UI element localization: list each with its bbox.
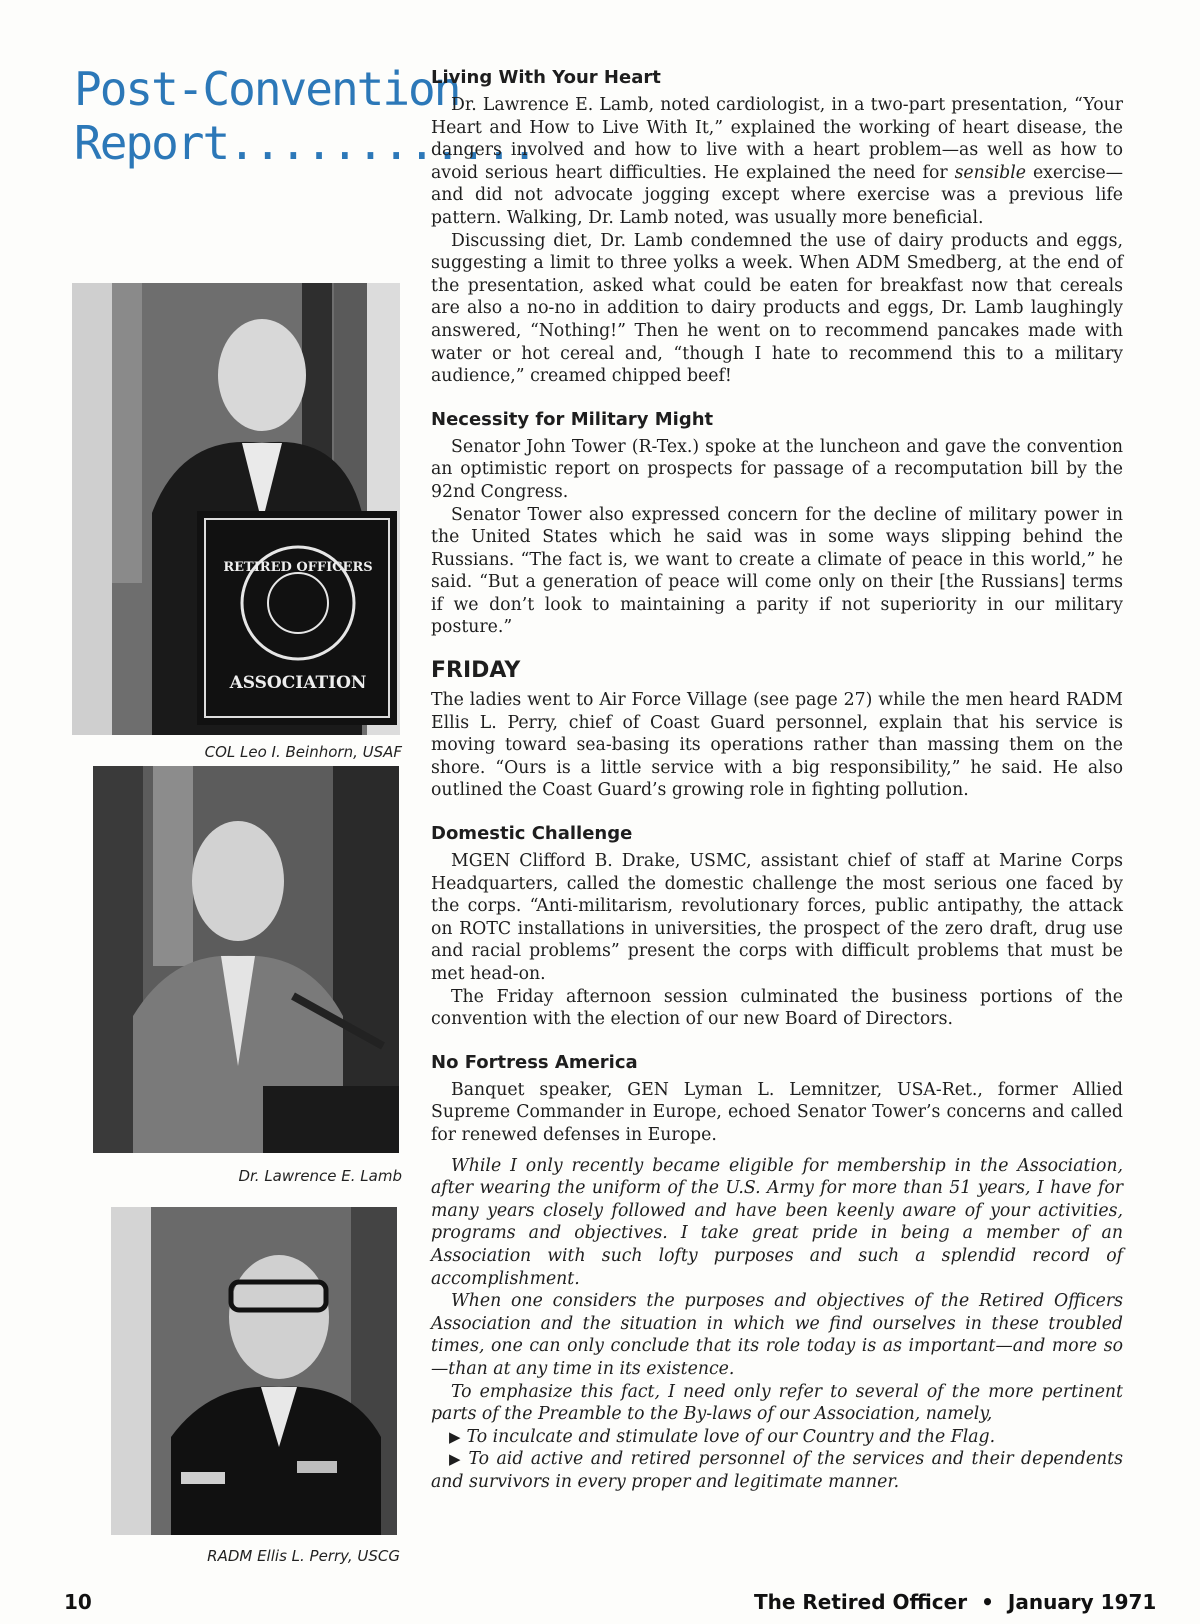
- quote-paragraph-2: When one considers the purposes and objectives of the Retired Officers Association and the situation in which we find ourselves in these troubled times, one can only conclude that its role today is as important—and more so—than at any time in its existence.: [431, 1291, 1123, 1379]
- heart-paragraph-2: Discussing diet, Dr. Lamb condemned the use of dairy products and eggs, suggesting a limit to three yolks a week. When ADM Smedberg, at the end of the presentation, asked what could be eaten for breakfast now that cereals are also a no-no in addition to dairy products and eggs, Dr. Lamb laughingly answered, “Nothing!” Then he went on to recommend pancakes made with water or hot cereal and, “though I hate to recommend this to a military audience,” creamed chipped beef!: [431, 230, 1123, 387]
- domestic-paragraph-1: MGEN Clifford B. Drake, USMC, assistant chief of staff at Marine Corps Headquarters, called the domestic challenge the most serious one faced by the corps. “Anti-militarism, revolutionary forces, public antipathy, the attack on ROTC installations in universities, the prospect of the zero draft, drug use and racial problems” present the corps with difficult problems that must be met head-on.: [431, 851, 1123, 984]
- footer-publication: [754, 1590, 1156, 1614]
- photo-beinhorn: [72, 283, 400, 735]
- heart-paragraph-1: Dr. Lawrence E. Lamb, noted cardiologist, in a two-part presentation, “Your Heart and How to Live With It,” explained the working of heart disease, the dangers involved and how to live with a heart problem—as well as how to avoid serious heart difficulties. He explained the need for sensible exercise—and did not advocate jogging except where exercise was a previous life pattern. Walking, Dr. Lamb noted, was usually more beneficial.: [431, 95, 1123, 228]
- section-friday: [431, 657, 1123, 802]
- issue-date: January 1971: [1007, 1590, 1157, 1614]
- heading-friday: FRIDAY: [431, 658, 521, 684]
- heading-no-fortress-america: No Fortress America: [431, 1051, 638, 1073]
- page-title: [74, 62, 537, 170]
- caption-lamb: Dr. Lawrence E. Lamb: [238, 1167, 402, 1185]
- heading-domestic-challenge: Domestic Challenge: [431, 823, 633, 845]
- page-title-line-1: Post-Convention: [74, 62, 460, 116]
- caption-beinhorn: COL Leo I. Beinhorn, USAF: [204, 743, 402, 761]
- section-heart: [431, 66, 1123, 388]
- quote-paragraph-3: To emphasize this fact, I need only refer to several of the more pertinent parts of the Preamble to the By-laws of our Association, namely,: [431, 1381, 1123, 1425]
- quote-paragraph-1: While I only recently became eligible for membership in the Association, after wearing the uniform of the U.S. Army for more than 51 years, I have for many years closely followed and have been keenly aware of your activities, programs and objectives. I take great pride in being a member of an Association with such lofty purposes and such a splendid record of accomplishment.: [431, 1155, 1123, 1289]
- triangle-bullet-icon: ▶: [449, 1450, 463, 1469]
- quote-bullet-1: ▶ To inculcate and stimulate love of our Country and the Flag.: [449, 1426, 996, 1447]
- quote-bullet-2: ▶ To aid active and retired personnel of the services and their dependents and survivors in every proper and legitimate manner.: [431, 1449, 1123, 1492]
- heading-living-with-your-heart: Living With Your Heart: [431, 67, 661, 88]
- podium-association-text: ASSOCIATION: [229, 673, 367, 693]
- heading-necessity-for-military-might: Necessity for Military Might: [431, 408, 714, 430]
- section-might: [431, 408, 1123, 639]
- friday-paragraph-1: The ladies went to Air Force Village (see page 27) while the men heard RADM Ellis L. Perry, chief of Coast Guard personnel, explain that his service is moving toward sea-basing its operations rather than massing them on the shore. “Ours is a little service with a big responsibility,” he said. He also outlined the Coast Guard’s growing role in fighting pollution.: [431, 690, 1123, 801]
- page-number: 10: [64, 1590, 92, 1614]
- triangle-bullet-icon: ▶: [449, 1427, 461, 1446]
- photo-beinhorn-image: [72, 283, 400, 735]
- photo-perry-image: [111, 1207, 397, 1535]
- fortress-paragraph-1: Banquet speaker, GEN Lyman L. Lemnitzer, USA-Ret., former Allied Supreme Commander in Europe, echoed Senator Tower’s concerns and called for renewed defenses in Europe.: [431, 1079, 1123, 1145]
- podium-emblem-text: RETIRED OFFICERS: [223, 560, 373, 575]
- lemnitzer-quote: [431, 1155, 1123, 1494]
- article-column: [431, 66, 1123, 1493]
- page-title-line-2: Report............: [74, 116, 537, 170]
- domestic-paragraph-2: The Friday afternoon session culminated the business portions of the convention with the election of our new Board of Directors.: [431, 986, 1123, 1030]
- might-paragraph-1: Senator John Tower (R-Tex.) spoke at the luncheon and gave the convention an optimistic report on prospects for passage of a recomputation bill by the 92nd Congress.: [431, 436, 1123, 502]
- footer-separator: •: [981, 1590, 994, 1614]
- photo-lamb-image: [93, 766, 399, 1153]
- section-domestic: [431, 822, 1123, 1031]
- publication-name: The Retired Officer: [754, 1590, 968, 1614]
- section-fortress: [431, 1051, 1123, 1494]
- photo-lamb: [93, 766, 399, 1153]
- caption-perry: RADM Ellis L. Perry, USCG: [207, 1547, 400, 1565]
- might-paragraph-2: Senator Tower also expressed concern for the decline of military power in the United States which he said was in some ways slipping behind the Russians. “The fact is, we want to create a climate of peace in this world,” he said. “But a generation of peace will come only on their [the Russians] terms if we don’t look to maintaining a parity if not superiority in our military posture.”: [431, 504, 1123, 638]
- photo-perry: [111, 1207, 397, 1535]
